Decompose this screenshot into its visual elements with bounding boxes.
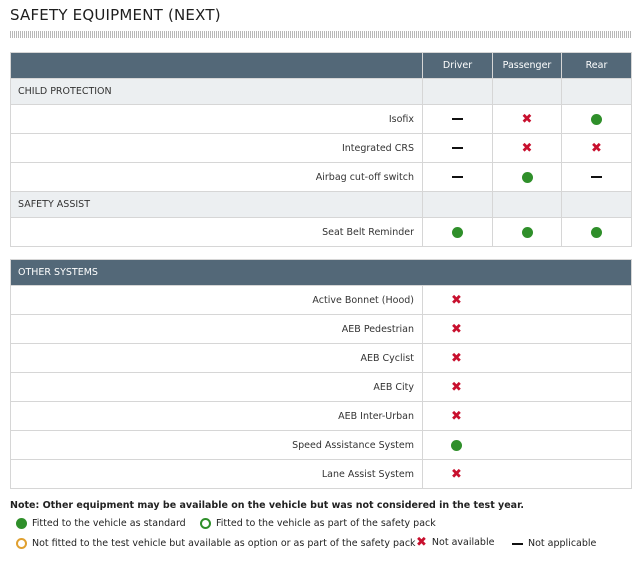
feature-label: Airbag cut-off switch [11,163,423,192]
table-row [11,286,632,315]
filled-circle-icon [591,227,602,238]
ring-icon [200,518,211,529]
filled-circle-icon [591,114,602,125]
cross-icon: ✖ [451,350,462,366]
table-row [11,402,632,431]
feature-label: Integrated CRS [11,134,423,163]
legend-not-available-label: Not available [431,537,495,548]
cross-icon: ✖ [451,466,462,482]
feature-label: Isofix [11,105,423,134]
dash-icon [452,176,463,178]
other-systems-body [11,286,632,489]
filled-circle-icon [16,518,27,529]
driver-cell [423,218,493,247]
legend-option [16,538,416,549]
cross-icon: ✖ [451,408,462,424]
filled-circle-icon [522,172,533,183]
cross-icon: ✖ [416,535,427,550]
rear-cell [562,134,632,163]
table-row [11,460,632,489]
status-cell [423,315,632,344]
filled-circle-icon [451,440,462,451]
passenger-cell [493,163,562,192]
status-cell [423,344,632,373]
col-driver: Driver [423,53,493,79]
section-label: SAFETY ASSIST [11,192,423,218]
table-row [11,344,632,373]
feature-label: Lane Assist System [11,460,423,489]
table-row [11,163,632,192]
legend-standard-label: Fitted to the vehicle as standard [32,518,186,529]
table-header-row [11,53,632,79]
table-row [11,373,632,402]
driver-cell [423,134,493,163]
table-row [11,431,632,460]
cross-icon: ✖ [451,379,462,395]
rear-cell [562,105,632,134]
feature-label: Active Bonnet (Hood) [11,286,423,315]
legend-standard [16,518,186,529]
footnote: Note: Other equipment may be available on the vehicle but was not considered in the test year. [10,500,525,511]
status-cell [423,373,632,402]
legend-option-label: Not fitted to the test vehicle but available as option or as part of the safety pack [32,538,416,549]
table-row [11,134,632,163]
dash-icon [591,176,602,178]
table-row [11,105,632,134]
dash-icon [452,147,463,149]
legend-not-available [416,537,494,548]
status-cell [423,460,632,489]
sections-body [11,79,632,247]
section-row [11,79,632,105]
col-passenger: Passenger [493,53,562,79]
passenger-cell [493,105,562,134]
section-row [11,192,632,218]
driver-cell [423,163,493,192]
orange-ring-icon [16,538,27,549]
feature-label: AEB Inter-Urban [11,402,423,431]
other-systems-label: OTHER SYSTEMS [11,260,632,286]
passenger-cell [493,134,562,163]
status-cell [423,402,632,431]
other-systems-table [10,259,632,489]
legend-safety-pack-label: Fitted to the vehicle as part of the safety pack [216,518,436,529]
dash-icon [512,543,523,545]
legend-not-applicable [512,538,596,549]
header-blank [11,53,423,79]
other-systems-header [11,260,632,286]
title-divider [10,31,631,38]
section-label: CHILD PROTECTION [11,79,423,105]
cross-icon: ✖ [521,111,533,127]
feature-label: AEB Pedestrian [11,315,423,344]
status-cell [423,286,632,315]
feature-label: AEB Cyclist [11,344,423,373]
feature-label: Seat Belt Reminder [11,218,423,247]
legend-safety-pack [200,518,436,529]
cross-icon: ✖ [451,321,462,337]
table-row [11,218,632,247]
filled-circle-icon [452,227,463,238]
cross-icon: ✖ [521,140,533,156]
passenger-cell [493,218,562,247]
cross-icon: ✖ [451,292,462,308]
feature-label: AEB City [11,373,423,402]
status-cell [423,431,632,460]
rear-cell [562,163,632,192]
dash-icon [452,118,463,120]
filled-circle-icon [522,227,533,238]
col-rear: Rear [562,53,632,79]
cross-icon: ✖ [591,140,602,156]
seat-equipment-table [10,52,632,247]
table-row [11,315,632,344]
driver-cell [423,105,493,134]
feature-label: Speed Assistance System [11,431,423,460]
rear-cell [562,218,632,247]
page-title: SAFETY EQUIPMENT (NEXT) [10,6,221,24]
legend-not-applicable-label: Not applicable [528,538,597,549]
